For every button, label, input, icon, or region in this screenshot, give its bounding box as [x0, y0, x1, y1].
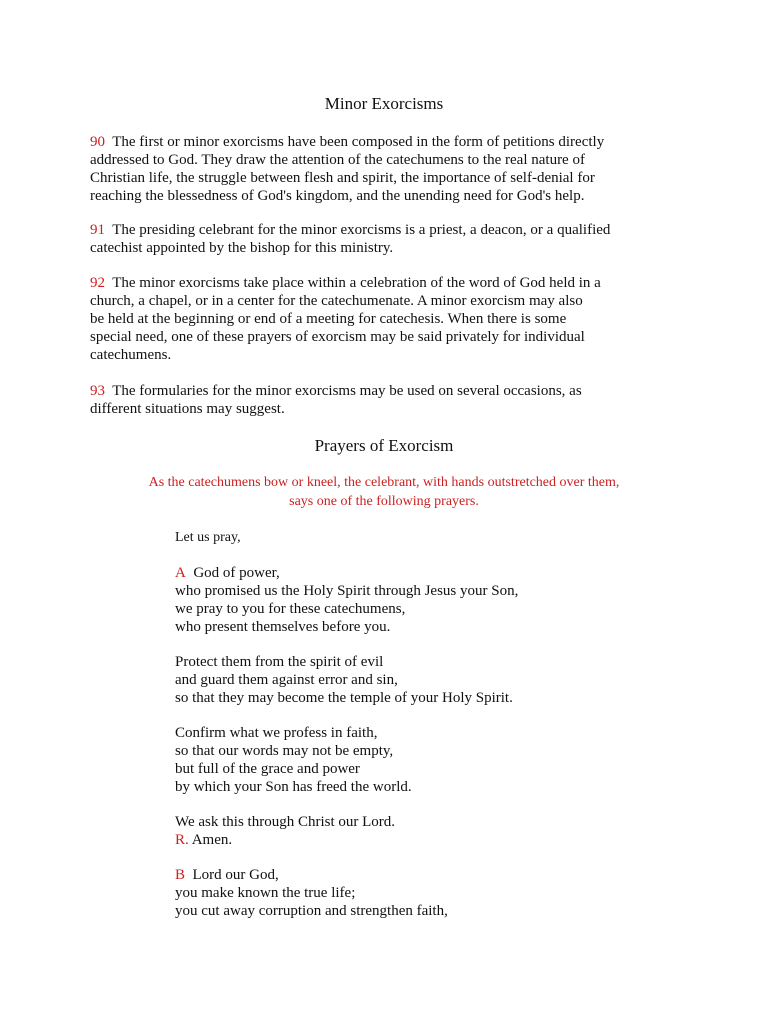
paragraph-line: The minor exorcisms take place within a celebration of the word of God held in a [112, 275, 601, 291]
prayer-line: you cut away corruption and strengthen faith, [175, 903, 448, 919]
paragraph-line: The formularies for the minor exorcisms may be used on several occasions, as [112, 383, 582, 399]
rubric-line: says one of the following prayers. [289, 494, 479, 509]
prayer-b-first-line [175, 866, 279, 884]
prayer-line: by which your Son has freed the world. [175, 779, 412, 795]
paragraph-line: church, a chapel, or in a center for the catechumenate. A minor exorcism may also [90, 293, 583, 309]
paragraph-number: 90 [90, 134, 105, 150]
prayer-line: Protect them from the spirit of evil [175, 654, 384, 670]
paragraph-line: The first or minor exorcisms have been composed in the form of petitions directly [112, 134, 605, 150]
paragraph-number: 92 [90, 275, 105, 291]
paragraph-91 [90, 221, 680, 257]
prayer-line: Confirm what we profess in faith, [175, 725, 378, 741]
prayer-line: God of power, [193, 565, 280, 581]
prayer-line: we pray to you for these catechumens, [175, 601, 406, 617]
prayer-line: who promised us the Holy Spirit through Jesus your Son, [175, 583, 519, 599]
prayer-line: so that they may become the temple of your Holy Spirit. [175, 690, 513, 706]
paragraph-line: addressed to God. They draw the attention of the catechumens to the real nature of [90, 152, 585, 168]
rubric-line: As the catechumens bow or kneel, the celebrant, with hands outstretched over them, [148, 475, 620, 490]
prayer-option-marker: B [175, 867, 186, 883]
paragraph-93 [90, 382, 680, 418]
paragraph-number: 93 [90, 383, 105, 399]
prayer-line: you make known the true life; [175, 885, 356, 901]
prayer-closing: We ask this through Christ our Lord. [175, 814, 396, 830]
response-text: Amen. [191, 832, 233, 848]
prayer-a-first-line [175, 564, 280, 582]
paragraph-number: 91 [90, 222, 105, 238]
paragraph-92 [90, 274, 680, 364]
section-title: Prayers of Exorcism [314, 436, 454, 455]
prayer-intro: Let us pray, [175, 530, 241, 545]
rubric [0, 473, 768, 511]
prayer-line: so that our words may not be empty, [175, 743, 394, 759]
paragraph-line: special need, one of these prayers of exorcism may be said privately for individual [90, 329, 585, 345]
prayer-line: Lord our God, [192, 867, 279, 883]
response-marker: R. [175, 832, 189, 848]
paragraph-line: The presiding celebrant for the minor exorcisms is a priest, a deacon, or a qualified [112, 222, 611, 238]
paragraph-line: be held at the beginning or end of a meeting for catechesis. When there is some [90, 311, 567, 327]
paragraph-line: different situations may suggest. [90, 401, 285, 417]
prayer-response [175, 831, 232, 849]
paragraph-90 [90, 133, 680, 205]
paragraph-line: Christian life, the struggle between flesh and spirit, the importance of self-denial for [90, 170, 595, 186]
page-title: Minor Exorcisms [324, 94, 444, 113]
prayer-line: and guard them against error and sin, [175, 672, 398, 688]
prayer-option-marker: A [175, 565, 186, 581]
paragraph-line: reaching the blessedness of God's kingdom, and the unending need for God's help. [90, 188, 585, 204]
paragraph-line: catechist appointed by the bishop for this ministry. [90, 240, 394, 256]
paragraph-line: catechumens. [90, 347, 172, 363]
prayer-line: who present themselves before you. [175, 619, 391, 635]
prayer-line: but full of the grace and power [175, 761, 360, 777]
